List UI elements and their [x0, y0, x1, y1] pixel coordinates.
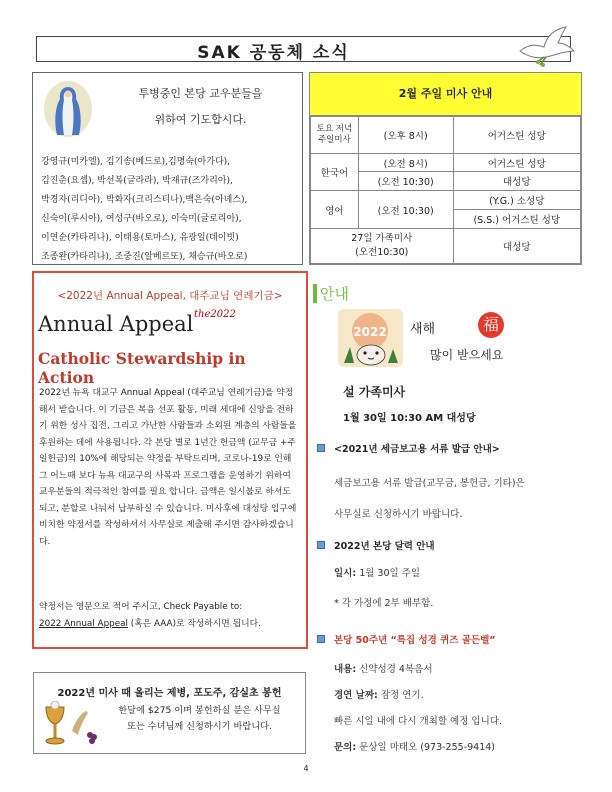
quiz-content [334, 661, 433, 675]
mass-schedule-title: 2월 주일 미사 안내 [310, 73, 581, 116]
prayer-heading-line1: 투병중인 본당 교우분들을 [138, 87, 263, 100]
calendar-date [334, 565, 420, 579]
family-mass-time: (오전10:30) [355, 247, 409, 258]
bullet-icon [317, 541, 325, 549]
list-item: 조종완(카타리나), 조중진(알베르또), 채승규(바오로) [41, 252, 248, 262]
bullet-icon [317, 635, 325, 643]
calendar-note: * 각 가정에 2부 배부함. [334, 598, 434, 609]
quiz-date-value: 잠정 연기. [380, 690, 424, 701]
greeting-line1: 새해 [410, 322, 436, 337]
table-cell: 한국어 [311, 154, 359, 191]
annual-appeal-box [32, 271, 308, 649]
offering-box [33, 672, 306, 754]
greeting-line2: 많이 받으세요 [430, 348, 504, 362]
offering-heading: 2022년 미사 때 올리는 제병, 포도주, 감실초 봉헌 [57, 688, 282, 699]
quiz-contact-value: 문상일 마태오 (973-255-9414) [359, 742, 495, 753]
tax-notice-line1: 세금보고용 서류 발급(교무금, 봉헌금, 기타)은 [334, 478, 525, 489]
quiz-content-label: 내용: [334, 664, 357, 675]
table-cell: (Y.G.) 소성당 [453, 191, 581, 210]
appeal-subtitle: Catholic Stewardship in Action [38, 349, 246, 387]
list-item: 강영규(미카엘), 김기송(베드로),김명숙(아가다), [41, 157, 231, 167]
table-row [311, 154, 581, 172]
prayer-names-list [41, 153, 298, 267]
new-year-tiger-image [338, 309, 403, 367]
quiz-content-value: 신약성경 4복음서 [359, 664, 433, 675]
quiz-date [334, 687, 424, 701]
calendar-date-value: 1월 30일 주일 [359, 568, 421, 579]
list-item: 신숙이(루시아), 여성구(바오로), 이숙미(글로리아), [41, 214, 242, 224]
prayer-heading-line2: 위하여 기도합시다. [154, 113, 247, 126]
bullet-icon [317, 444, 325, 452]
list-item: 박경자(리디아), 박화자(크리스티나),백은숙(아녜스), [41, 195, 248, 205]
offering-line1: 한달에 $275 이며 봉헌하실 분은 사무실 [118, 705, 281, 716]
notices-title: 안내 [320, 285, 349, 303]
table-cell: 대성당 [453, 172, 581, 191]
tax-notice-line2: 사무실로 신청하시기 바랍니다. [334, 509, 463, 520]
quiz-contact [334, 739, 495, 753]
table-cell: 영어 [311, 191, 359, 229]
offering-body [100, 703, 299, 735]
fortune-icon: 福 [478, 312, 504, 338]
new-year-greeting [410, 312, 590, 370]
page-title: SAK 공동체 소식 [197, 43, 350, 63]
family-mass-label: 27일 가족미사 [351, 233, 413, 244]
quiz-notice-title: 본당 50주년 “특집 성경 퀴즈 골든벨” [334, 635, 496, 646]
appeal-payable-note [39, 599, 301, 632]
quiz-contact-label: 문의: [334, 742, 357, 753]
notice-title-bar [313, 284, 317, 303]
table-cell: (오전 10:30) [358, 191, 453, 229]
list-item: 김진춘(요셉), 박선복(글라라), 박재규(즈가리아), [41, 176, 233, 186]
virgin-mary-icon [43, 79, 93, 137]
table-row [311, 117, 581, 154]
table-cell: (S.S.) 어거스틴 성당 [453, 210, 581, 229]
table-cell: (오전 10:30) [358, 172, 453, 191]
prayer-request-box [32, 72, 303, 265]
list-item: 이연순(카타리나), 이태용(토마스), 유광일(데이빗) [41, 233, 239, 243]
offering-line2: 또는 수녀님께 신청하시기 바랍니다. [127, 721, 272, 732]
table-row [311, 229, 581, 264]
table-cell: (오후 8시) [358, 117, 453, 154]
mass-schedule-box [309, 72, 582, 265]
appeal-payable-text: 약정서는 영문으로 적어 주시고, Check Payable to: [39, 602, 243, 612]
appeal-payable-name: 2022 Annual Appeal [39, 618, 128, 629]
chalice-icon [38, 701, 104, 749]
appeal-heading: <2022년 Annual Appeal, 대주교님 연례기금> [57, 290, 283, 302]
quiz-date-label: 경연 날짜: [334, 690, 378, 701]
page-number: 4 [303, 764, 309, 773]
calendar-notice-title: 2022년 본당 달력 안내 [334, 541, 435, 552]
calendar-date-label: 일시: [334, 568, 357, 579]
table-cell: 토요 저녁 주일미사 [311, 117, 359, 154]
new-year-badge-year: 2022 [353, 325, 387, 339]
table-cell [311, 229, 454, 264]
mass-schedule-table [310, 116, 581, 264]
table-row [311, 191, 581, 210]
tax-notice-title: <2021년 세금보고용 서류 발급 안내> [334, 444, 500, 455]
table-cell: 어거스틴 성당 [453, 117, 581, 154]
seol-mass-title: 설 가족미사 [343, 385, 406, 399]
table-cell: 대성당 [453, 229, 581, 264]
newsletter-header [36, 36, 571, 62]
table-cell: 어거스틴 성당 [453, 154, 581, 172]
table-cell: (오전 8시) [358, 154, 453, 172]
seol-mass-time: 1월 30일 10:30 AM 대성당 [343, 413, 476, 424]
appeal-body-text: 2022년 뉴욕 대교구 Annual Appeal (대주교님 연례기금)을 약정해서 받습니다. 이 기금은 복음 선포 활동, 미래 세대에 신앙을 전하기 위한 성사 집전, 그리고 가난한 사람들과 소외된 계층의 사람들을 후원하는 데에 사용됩니다. 각 본당 별로 1년간 헌금액 (교무금 +주일헌금)의 10%에 해당되는 약정을 부탁드리며, 코로나-19로 인해 그 어느때 보다 뉴욕 대교구의 사목과 프로그램을 운영하기 위하여 교우분들의 적극적인 참여를 필요 합니다. 금액은 일시불로 하셔도 되고, 분할로 나눠서 납부하실 수 있습니다. 미사후에 대성당 입구에 비치한 약정서를 작성하셔서 사무실로 제출해 주시면 감사하겠습니다. [39, 388, 297, 547]
appeal-payable-suffix: (혹은 AAA)로 작성하시면 됩니다. [128, 618, 261, 629]
quiz-note: 빠른 시일 내에 다시 개최할 예정 입니다. [334, 716, 502, 727]
dove-icon [516, 21, 576, 67]
appeal-logo-year: the2022 [194, 309, 236, 320]
appeal-logo: Annual Appeal [38, 312, 194, 336]
